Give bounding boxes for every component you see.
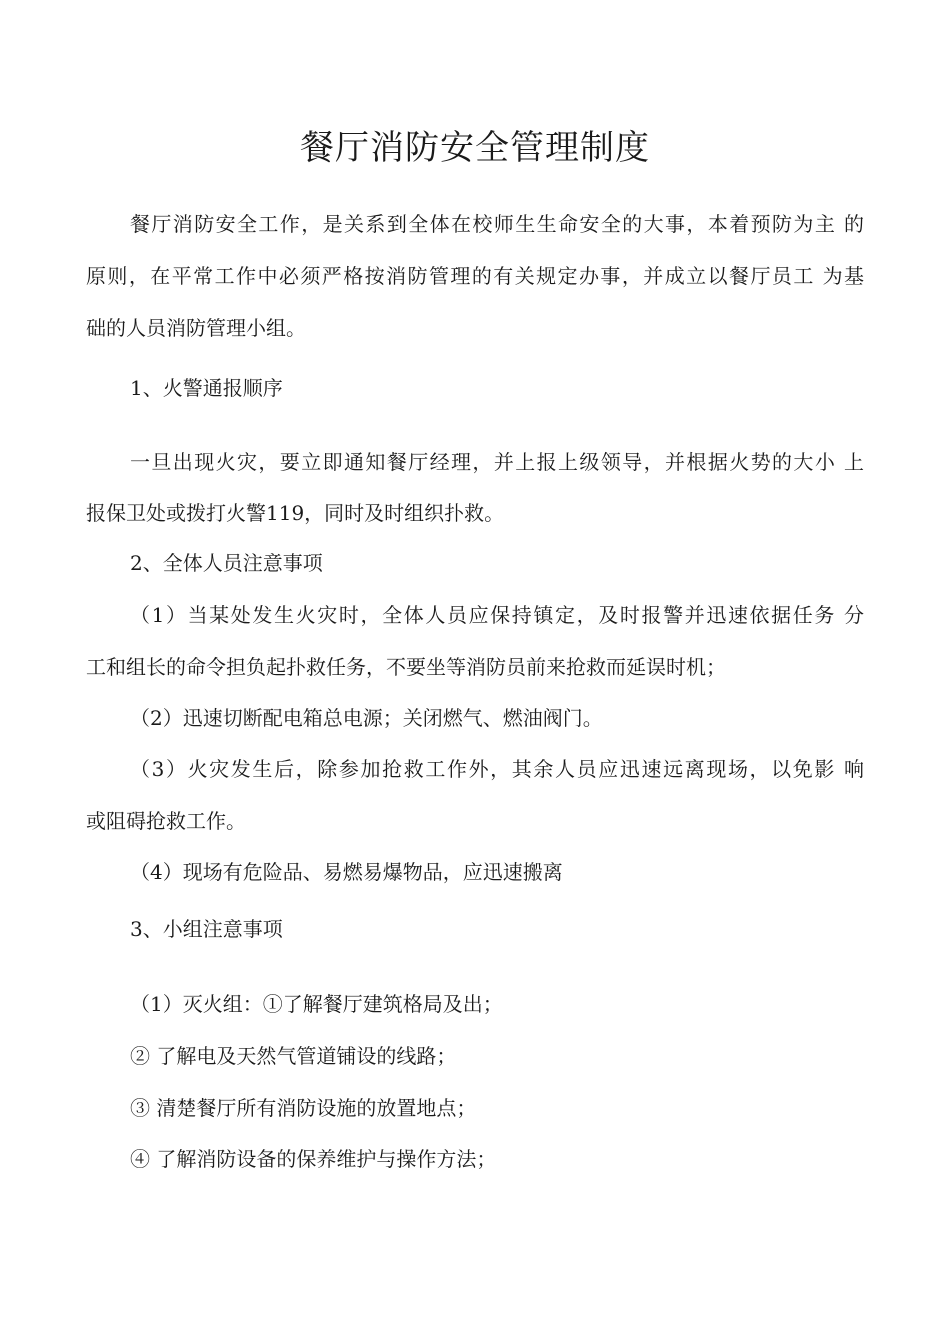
section-2-item-2: （2）迅速切断配电箱总电源；关闭燃气、燃油阀门。: [130, 706, 603, 730]
intro-line-1: 餐厅消防安全工作，是关系到全体在校师生生命安全的大事，本着预防为主 的: [130, 212, 864, 236]
section-2-item-3-line-1: （3）火灾发生后，除参加抢救工作外，其余人员应迅速远离现场，以免影 响: [130, 757, 864, 781]
section-3-item-2: ② 了解电及天然气管道铺设的线路；: [130, 1044, 457, 1068]
intro-line-3: 础的人员消防管理小组。: [86, 316, 306, 340]
section-3-item-3: ③ 清楚餐厅所有消防设施的放置地点；: [130, 1096, 477, 1120]
section-2-item-3-line-2: 或阻碍抢救工作。: [86, 809, 246, 833]
section-3-heading: 3、小组注意事项: [130, 917, 283, 941]
section-1-heading: 1、火警通报顺序: [130, 376, 283, 400]
section-3-item-1: （1）灭火组：①了解餐厅建筑格局及出；: [130, 992, 503, 1016]
section-2-heading: 2、全体人员注意事项: [130, 551, 323, 575]
section-1-line-1: 一旦出现火灾，要立即通知餐厅经理，并上报上级领导，并根据火势的大小 上: [130, 450, 864, 474]
intro-line-2: 原则，在平常工作中必须严格按消防管理的有关规定办事，并成立以餐厅员工 为基: [86, 264, 864, 288]
section-1-line-2: 报保卫处或拨打火警119，同时及时组织扑救。: [86, 501, 505, 525]
document-title: 餐厅消防安全管理制度: [300, 128, 650, 168]
section-2-item-1-line-2: 工和组长的命令担负起扑救任务，不要坐等消防员前来抢救而延误时机；: [86, 655, 726, 679]
section-2-item-1-line-1: （1）当某处发生火灾时，全体人员应保持镇定，及时报警并迅速依据任务 分: [130, 603, 864, 627]
section-2-item-4: （4）现场有危险品、易燃易爆物品，应迅速搬离: [130, 860, 563, 884]
section-3-item-4: ④ 了解消防设备的保养维护与操作方法；: [130, 1147, 497, 1171]
